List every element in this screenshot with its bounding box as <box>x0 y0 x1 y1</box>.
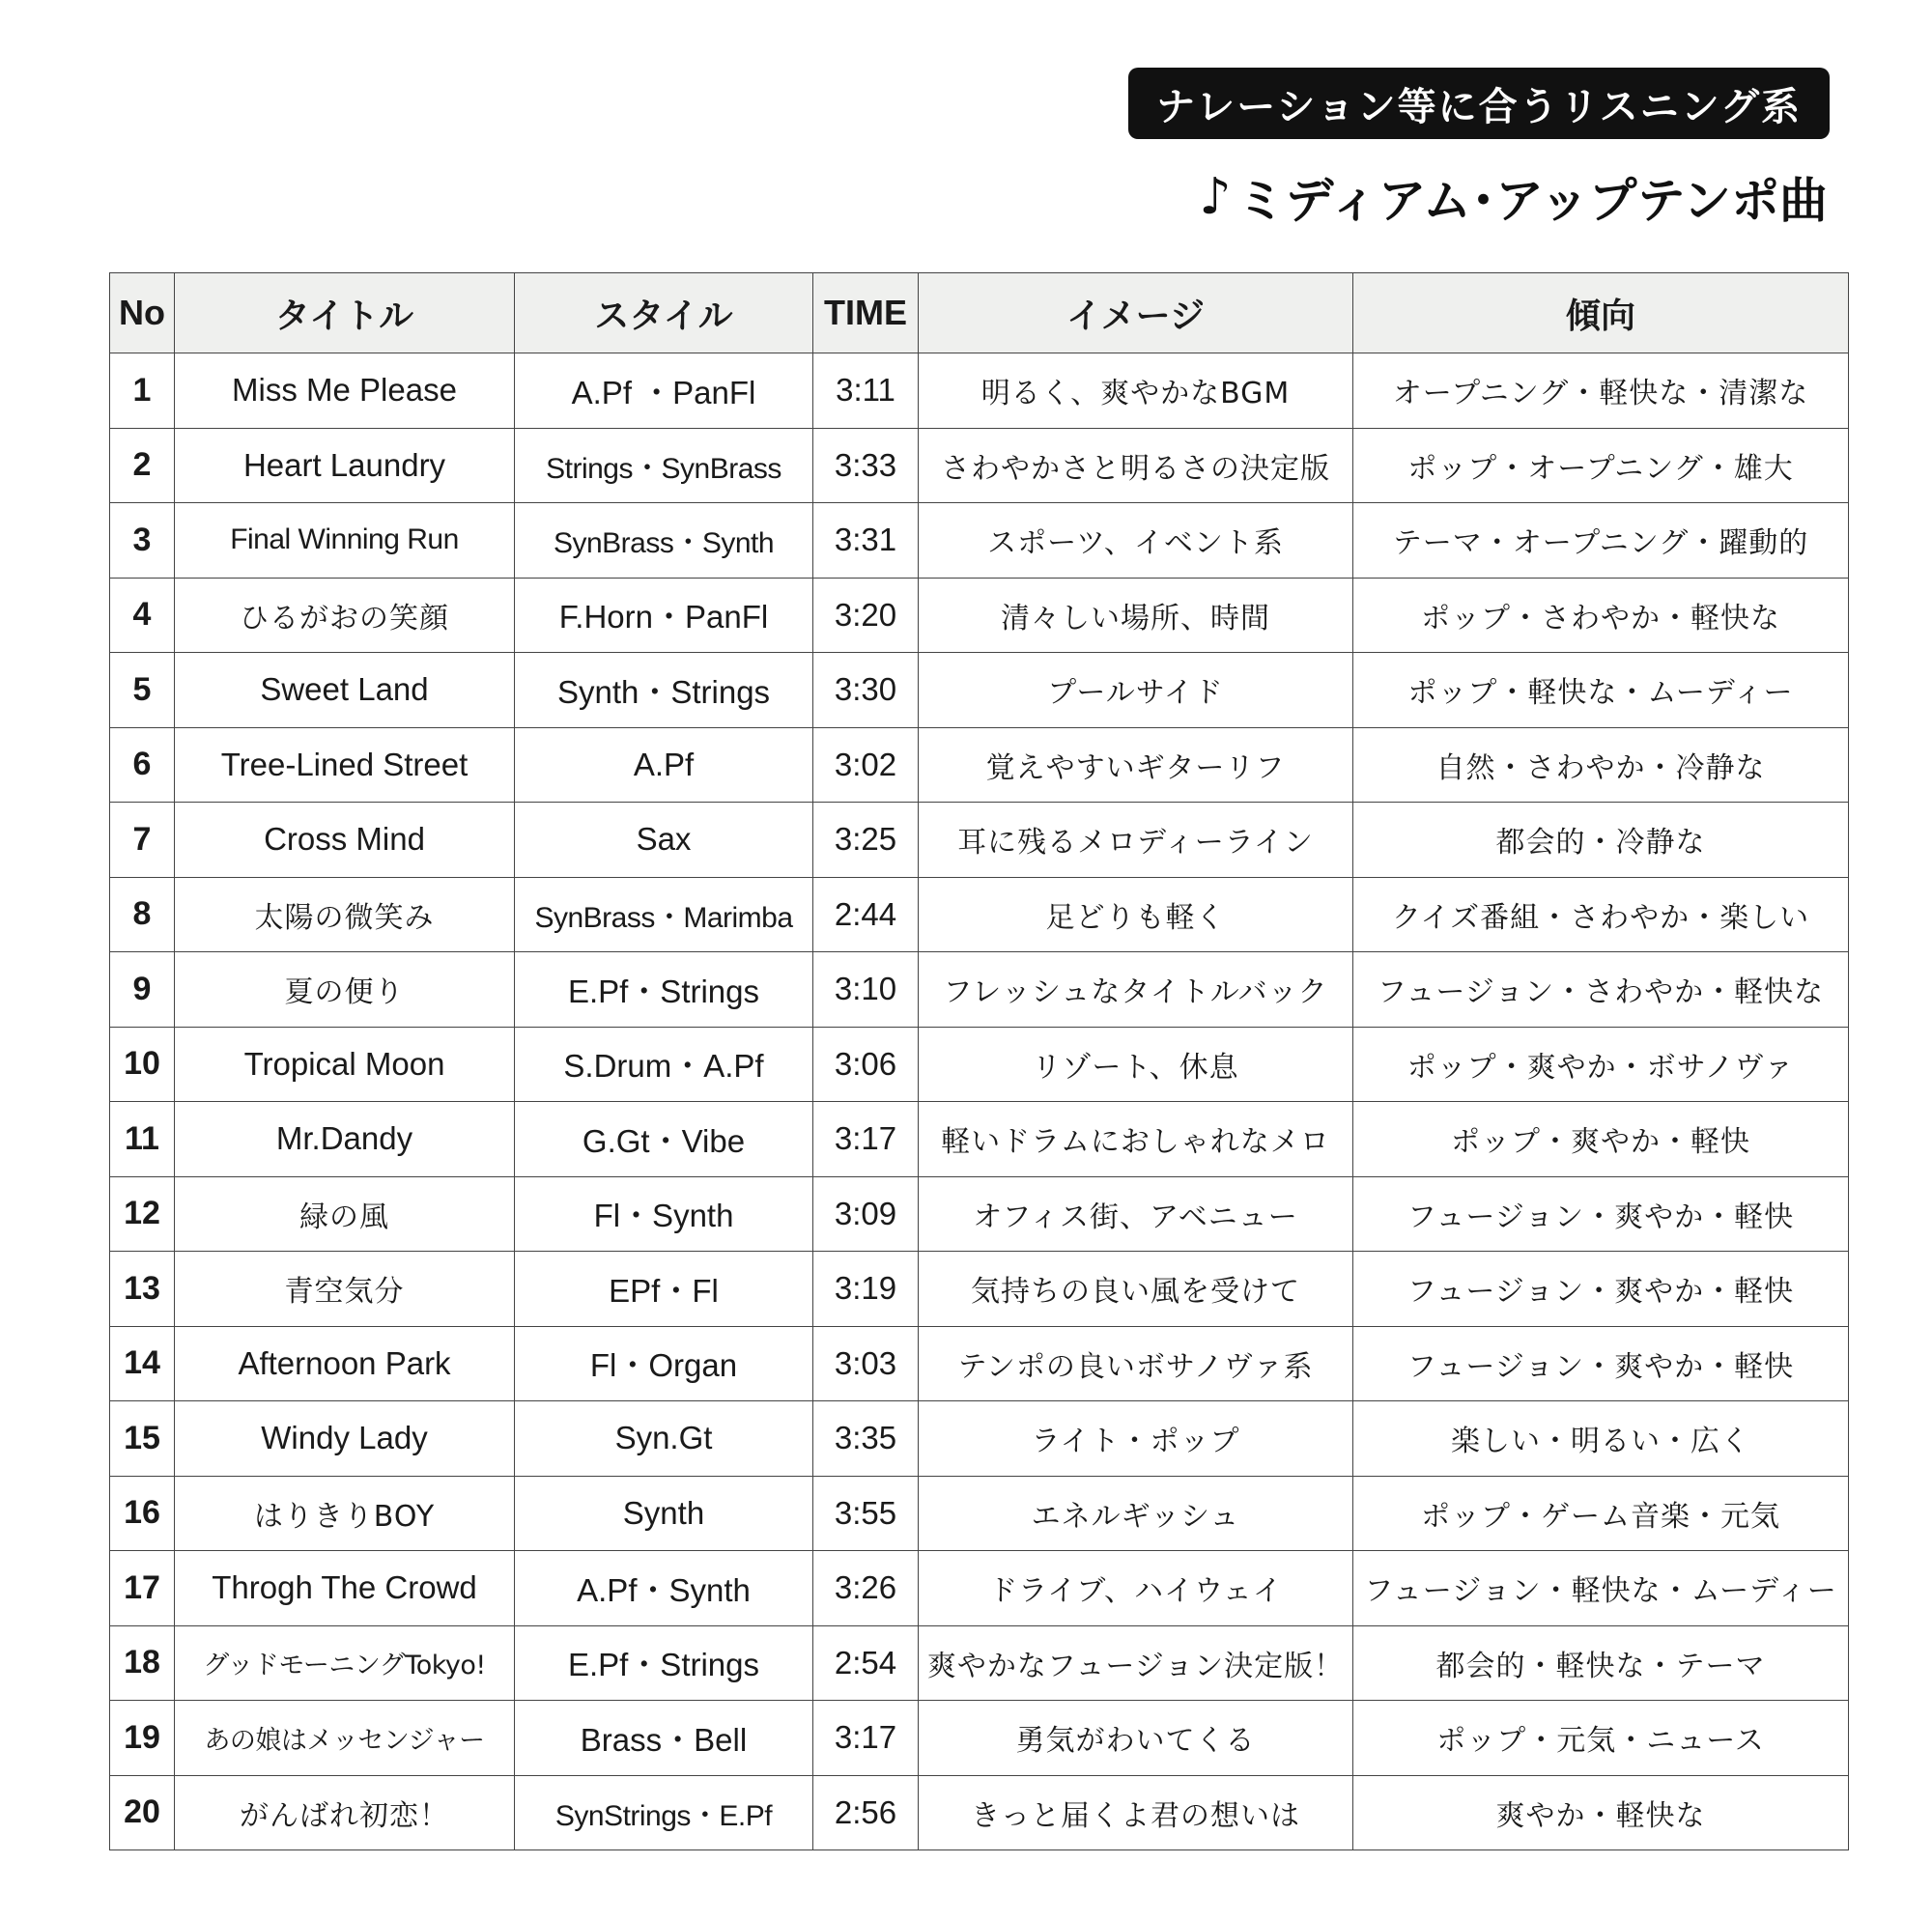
track-time: 3:33 <box>813 428 919 503</box>
track-image: 気持ちの良い風を受けて <box>919 1252 1353 1327</box>
column-header-style: スタイル <box>515 273 813 353</box>
track-time: 2:54 <box>813 1625 919 1701</box>
track-title: グッドモーニングTokyo! <box>175 1625 515 1701</box>
track-style: Sax <box>515 803 813 878</box>
track-tendency: 都会的・軽快な・テーマ <box>1353 1625 1849 1701</box>
column-header-image: イメージ <box>919 273 1353 353</box>
track-image: テンポの良いボサノヴァ系 <box>919 1326 1353 1401</box>
track-number: 14 <box>110 1326 175 1401</box>
track-tendency: ポップ・爽やか・軽快 <box>1353 1102 1849 1177</box>
track-image: プールサイド <box>919 653 1353 728</box>
track-tendency: クイズ番組・さわやか・楽しい <box>1353 877 1849 952</box>
table-row <box>110 428 1849 503</box>
track-title: がんばれ初恋！ <box>175 1775 515 1850</box>
table-row <box>110 1701 1849 1776</box>
track-image: 耳に残るメロディーライン <box>919 803 1353 878</box>
track-image: 明るく、爽やかなBGM <box>919 353 1353 429</box>
track-number: 1 <box>110 353 175 429</box>
track-style: Fl・Synth <box>515 1176 813 1252</box>
track-tendency: フュージョン・爽やか・軽快 <box>1353 1176 1849 1252</box>
track-style: S.Drum・A.Pf <box>515 1027 813 1102</box>
track-title: 夏の便り <box>175 952 515 1028</box>
track-time: 2:44 <box>813 877 919 952</box>
table-row <box>110 1775 1849 1850</box>
table-row <box>110 1326 1849 1401</box>
track-number: 18 <box>110 1625 175 1701</box>
track-number: 17 <box>110 1551 175 1626</box>
table-row <box>110 1252 1849 1327</box>
table-row <box>110 1401 1849 1477</box>
page-title-text: ミディアム･アップテンポ曲 <box>1236 173 1828 229</box>
track-number: 16 <box>110 1476 175 1551</box>
track-tendency: フュージョン・爽やか・軽快 <box>1353 1326 1849 1401</box>
track-time: 3:30 <box>813 653 919 728</box>
track-tendency: ポップ・ゲーム音楽・元気 <box>1353 1476 1849 1551</box>
track-title: Heart Laundry <box>175 428 515 503</box>
track-time: 3:03 <box>813 1326 919 1401</box>
column-header-time: TIME <box>813 273 919 353</box>
track-time: 3:17 <box>813 1701 919 1776</box>
track-tendency: ポップ・爽やか・ボサノヴァ <box>1353 1027 1849 1102</box>
track-style: Synth・Strings <box>515 653 813 728</box>
track-style: Synth <box>515 1476 813 1551</box>
track-style: Syn.Gt <box>515 1401 813 1477</box>
column-header-title: タイトル <box>175 273 515 353</box>
track-tendency: フュージョン・軽快な・ムーディー <box>1353 1551 1849 1626</box>
track-number: 12 <box>110 1176 175 1252</box>
track-title: 青空気分 <box>175 1252 515 1327</box>
track-image: ドライブ、ハイウェイ <box>919 1551 1353 1626</box>
track-style: Fl・Organ <box>515 1326 813 1401</box>
table-row <box>110 353 1849 429</box>
track-title: Mr.Dandy <box>175 1102 515 1177</box>
track-number: 10 <box>110 1027 175 1102</box>
table-header-row <box>110 273 1849 353</box>
track-style: EPf・Fl <box>515 1252 813 1327</box>
track-number: 4 <box>110 578 175 653</box>
track-number: 20 <box>110 1775 175 1850</box>
track-tendency: ポップ・軽快な・ムーディー <box>1353 653 1849 728</box>
track-title: Throgh The Crowd <box>175 1551 515 1626</box>
track-number: 13 <box>110 1252 175 1327</box>
track-title: 緑の風 <box>175 1176 515 1252</box>
table-row <box>110 653 1849 728</box>
table-row <box>110 877 1849 952</box>
track-number: 5 <box>110 653 175 728</box>
track-time: 3:02 <box>813 727 919 803</box>
track-image: エネルギッシュ <box>919 1476 1353 1551</box>
track-time: 3:26 <box>813 1551 919 1626</box>
track-number: 15 <box>110 1401 175 1477</box>
track-title: Cross Mind <box>175 803 515 878</box>
track-time: 3:10 <box>813 952 919 1028</box>
track-number: 3 <box>110 503 175 579</box>
track-tendency: ポップ・元気・ニュース <box>1353 1701 1849 1776</box>
track-time: 2:56 <box>813 1775 919 1850</box>
track-title: Sweet Land <box>175 653 515 728</box>
music-note-icon: ♪ <box>1199 168 1232 226</box>
track-image: オフィス街、アベニュー <box>919 1176 1353 1252</box>
track-style: SynStrings・E.Pf <box>515 1775 813 1850</box>
track-title: あの娘はメッセンジャー <box>175 1701 515 1776</box>
track-title: はりきりBOY <box>175 1476 515 1551</box>
track-image: 勇気がわいてくる <box>919 1701 1353 1776</box>
track-image: 足どりも軽く <box>919 877 1353 952</box>
track-image: きっと届くよ君の想いは <box>919 1775 1353 1850</box>
track-time: 3:19 <box>813 1252 919 1327</box>
track-style: A.Pf・Synth <box>515 1551 813 1626</box>
track-tendency: フュージョン・爽やか・軽快 <box>1353 1252 1849 1327</box>
track-style: Brass・Bell <box>515 1701 813 1776</box>
column-header-no: No <box>110 273 175 353</box>
track-title: Final Winning Run <box>175 503 515 579</box>
track-tendency: 楽しい・明るい・広く <box>1353 1401 1849 1477</box>
table-row <box>110 1102 1849 1177</box>
track-time: 3:20 <box>813 578 919 653</box>
track-number: 11 <box>110 1102 175 1177</box>
category-badge <box>1128 68 1830 139</box>
track-number: 9 <box>110 952 175 1028</box>
track-number: 2 <box>110 428 175 503</box>
track-style: F.Horn・PanFl <box>515 578 813 653</box>
track-style: G.Gt・Vibe <box>515 1102 813 1177</box>
track-title: ひるがおの笑顔 <box>175 578 515 653</box>
track-image: 覚えやすいギターリフ <box>919 727 1353 803</box>
track-table <box>109 272 1849 1850</box>
track-style: A.Pf ・PanFl <box>515 353 813 429</box>
track-image: 軽いドラムにおしゃれなメロ <box>919 1102 1353 1177</box>
track-tendency: フュージョン・さわやか・軽快な <box>1353 952 1849 1028</box>
track-image: フレッシュなタイトルバック <box>919 952 1353 1028</box>
table-row <box>110 952 1849 1028</box>
track-time: 3:55 <box>813 1476 919 1551</box>
track-tendency: 爽やか・軽快な <box>1353 1775 1849 1850</box>
table-row <box>110 578 1849 653</box>
track-tendency: 自然・さわやか・冷静な <box>1353 727 1849 803</box>
track-title: Tropical Moon <box>175 1027 515 1102</box>
track-image: リゾート、休息 <box>919 1027 1353 1102</box>
track-style: A.Pf <box>515 727 813 803</box>
track-tendency: ポップ・さわやか・軽快な <box>1353 578 1849 653</box>
table-row <box>110 503 1849 579</box>
track-time: 3:35 <box>813 1401 919 1477</box>
track-style: SynBrass・Synth <box>515 503 813 579</box>
track-style: Strings・SynBrass <box>515 428 813 503</box>
track-image: ライト・ポップ <box>919 1401 1353 1477</box>
track-title: 太陽の微笑み <box>175 877 515 952</box>
track-time: 3:17 <box>813 1102 919 1177</box>
track-image: 清々しい場所、時間 <box>919 578 1353 653</box>
track-tendency: ポップ・オープニング・雄大 <box>1353 428 1849 503</box>
track-time: 3:09 <box>813 1176 919 1252</box>
category-badge-label: ナレーション等に合うリスニング系 <box>1156 84 1802 129</box>
table-row <box>110 1625 1849 1701</box>
track-tendency: テーマ・オープニング・躍動的 <box>1353 503 1849 579</box>
track-image: スポーツ、イベント系 <box>919 503 1353 579</box>
track-title: Tree-Lined Street <box>175 727 515 803</box>
track-style: SynBrass・Marimba <box>515 877 813 952</box>
track-number: 6 <box>110 727 175 803</box>
table-row <box>110 1027 1849 1102</box>
track-image: 爽やかなフュージョン決定版！ <box>919 1625 1353 1701</box>
track-time: 3:31 <box>813 503 919 579</box>
page-title <box>1199 160 1828 234</box>
track-number: 8 <box>110 877 175 952</box>
column-header-tendency: 傾向 <box>1353 273 1849 353</box>
table-row <box>110 1176 1849 1252</box>
table-row <box>110 727 1849 803</box>
track-number: 19 <box>110 1701 175 1776</box>
track-style: E.Pf・Strings <box>515 952 813 1028</box>
track-time: 3:06 <box>813 1027 919 1102</box>
track-style: E.Pf・Strings <box>515 1625 813 1701</box>
track-number: 7 <box>110 803 175 878</box>
table-row <box>110 803 1849 878</box>
table-row <box>110 1551 1849 1626</box>
track-title: Afternoon Park <box>175 1326 515 1401</box>
track-time: 3:25 <box>813 803 919 878</box>
track-title: Miss Me Please <box>175 353 515 429</box>
table-row <box>110 1476 1849 1551</box>
track-tendency: 都会的・冷静な <box>1353 803 1849 878</box>
track-time: 3:11 <box>813 353 919 429</box>
track-tendency: オープニング・軽快な・清潔な <box>1353 353 1849 429</box>
track-image: さわやかさと明るさの決定版 <box>919 428 1353 503</box>
track-title: Windy Lady <box>175 1401 515 1477</box>
